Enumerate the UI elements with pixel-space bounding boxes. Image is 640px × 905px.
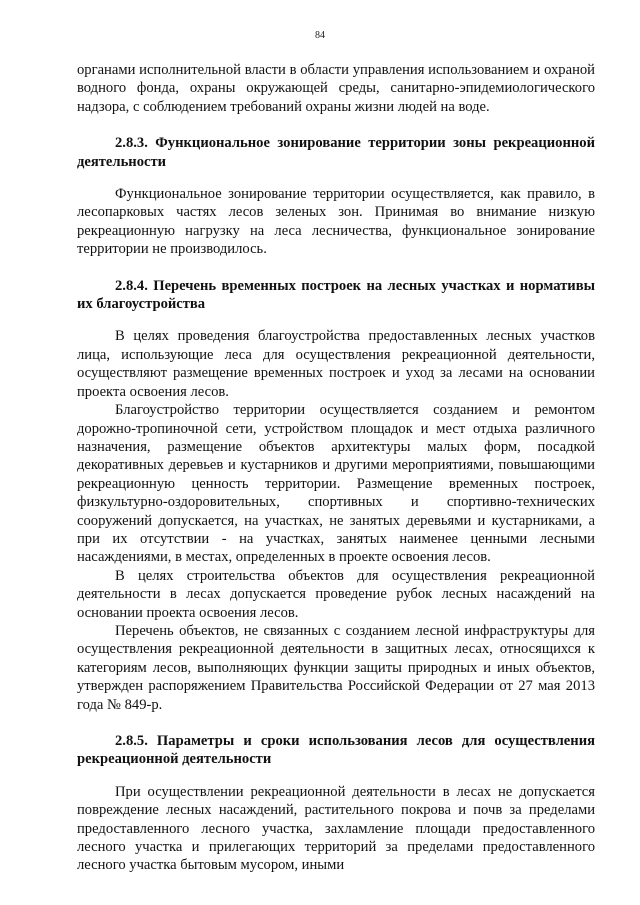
page-content <box>77 61 595 875</box>
paragraph: Функциональное зонирование территории осуществляется, как правило, в лесопарковых частях лесов зеленых зон. Принимая во внимание низкую рекреационную нагрузку на леса лесничества, функциональное зонирование территории не производилось. <box>77 186 595 258</box>
page-number: 84 <box>315 30 325 41</box>
intro-paragraph: органами исполнительной власти в области управления использованием и охраной водного фонда, охраны окружающей среды, санитарно-эпидемиологического надзора, с соблюдением требований охраны жизни людей на воде. <box>77 62 595 115</box>
paragraph: В целях строительства объектов для осуществления рекреационной деятельности в лесах допускается проведение рубок лесных насаждений на основании проекта освоения лесов. <box>77 567 595 621</box>
section-heading-2-8-5: 2.8.5. Параметры и сроки использования лесов для осуществления рекреационной деятельности <box>77 733 595 768</box>
section-heading-2-8-4: 2.8.4. Перечень временных построек на лесных участках и нормативы их благоустройства <box>77 277 595 313</box>
paragraph: В целях проведения благоустройства предоставленных лесных участков лица, использующие леса для осуществления рекреационной деятельности, осуществляют размещение временных построек и уход за лесами на основании проекта освоения лесов. <box>77 328 595 400</box>
paragraph: Перечень объектов, не связанных с созданием лесной инфраструктуры для осуществления рекреационной деятельности в защитных лесах, относящихся к категориям лесов, выполняющих функции защиты природных и иных объектов, утвержден распоряжением Правительства Российской Федерации от 27 мая 2013 года № 849-р. <box>77 622 595 713</box>
paragraph: Благоустройство территории осуществляется созданием и ремонтом дорожно-тропиночной сети, устройством площадок и мест отдыха различного назначения, размещение объектов архитектуры малых форм, посадкой декоративных деревьев и кустарников и другими мероприятиями, повышающими рекреационную ценность территории. Размещение временных построек, физкультурно-оздоровительных, спортивных и спортивно-технических сооружений допускается, на участках, не занятых деревьями и кустарниками, а при их отсутствии - на участках, занятых наименее ценными лесными насаждениями, в местах, определенных в проекте освоения лесов. <box>77 402 595 566</box>
paragraph: При осуществлении рекреационной деятельности в лесах не допускается повреждение лесных насаждений, растительного покрова и почв за пределами предоставленного лесного участка, захламление площади предоставленного лесного участка и прилегающих территорий за пределами предоставленного лесного участка бытовым мусором, иными <box>77 783 595 874</box>
section-heading-2-8-3: 2.8.3. Функциональное зонирование территории зоны рекреационной деятельности <box>77 135 595 170</box>
